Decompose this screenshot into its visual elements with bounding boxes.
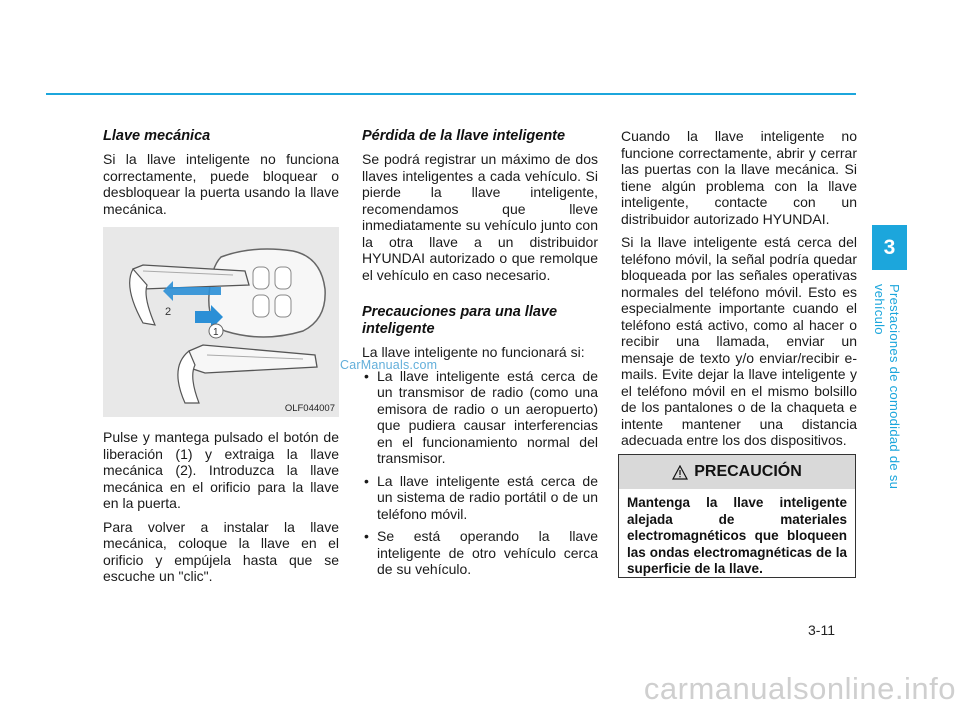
key-figure (103, 227, 339, 417)
bullet: • (364, 472, 369, 489)
figure-label-2: 2 (165, 306, 172, 318)
paragraph-reinstall-key: Para volver a instalar la llave mecánica, coloque la llave en el orificio y empújela hasta que se escuche un "clic". (103, 518, 339, 584)
caution-title: PRECAUCIÓN (694, 463, 802, 480)
precautions-list (362, 368, 598, 578)
smart-key-illustration (103, 227, 339, 417)
column-2 (362, 128, 598, 584)
fob-button-3 (253, 295, 269, 317)
paragraph-perdida-llave: Se podrá registrar un máximo de dos llaves inteligentes a cada vehículo. Si pierde la llave inteligente, recomendamos que lleve inmediatamente su vehículo junto con la otra llave a un distribuidor HYUNDAI autorizado o que remolque el vehículo en caso necesario. (362, 151, 598, 283)
figure-label-1: 1 (213, 327, 219, 338)
list-item: • La llave inteligente está cerca de un transmisor de radio (como una emisora de radio o un aeropuerto) que pudiera causar interferencias en el funcionamiento normal del transmisor. (364, 367, 598, 466)
bullet: • (364, 528, 369, 544)
site-watermark: carmanualsonline.info (643, 671, 956, 706)
paragraph-mechanical-use: Cuando la llave inteligente no funcione correctamente, abrir y cerrar las puertas con la llave mecánica. Si tiene algún problema con la llave inteligente, contacte con un distribuidor autorizado HYUNDAI. (621, 128, 857, 227)
heading-perdida-llave: Pérdida de la llave inteligente (362, 128, 566, 144)
paragraph-llave-mecanica-intro: Si la llave inteligente no funciona correctamente, puede bloquear o desbloquear la puerta usando la llave mecánica. (103, 151, 339, 217)
list-item: • La llave inteligente está cerca de un sistema de radio portátil o de un teléfono móvil. (364, 472, 598, 522)
page-number: 3-11 (808, 622, 835, 638)
bullet: • (364, 367, 369, 384)
paragraph-release-key: Pulse y mantega pulsado el botón de liberación (1) y extraiga la llave mecánica (2). Introduzca la llave mecánica en el orificio para la llave en la puerta. (103, 429, 339, 511)
paragraph-precauciones-intro: La llave inteligente no funcionará si: (362, 344, 585, 360)
column-1 (103, 128, 339, 592)
caution-header (619, 455, 855, 489)
heading-precauciones: Precauciones para una llave inteligente (362, 304, 558, 337)
column-3 (621, 128, 857, 456)
watermark: CarManuals.com (340, 358, 438, 372)
caution-text: Mantenga la llave inteligente alejada de materiales electromagnéticos que bloqueen las ondas electromagnéticas de la superficie de la llave. (627, 495, 847, 576)
key-fob-body (209, 249, 325, 337)
caution-box (618, 454, 856, 578)
chapter-title-vertical: Prestaciones de comodidad de su vehículo (872, 284, 902, 490)
chapter-number-tab: 3 (872, 225, 907, 270)
top-rule (46, 93, 856, 95)
warning-triangle-icon (672, 465, 688, 480)
fob-button-4 (275, 295, 291, 317)
figure-code: OLF044007 (284, 403, 335, 414)
paragraph-phone-interference: Si la llave inteligente está cerca del teléfono móvil, la señal podría quedar bloqueada por las señales operativas normales del teléfono móvil. Esto es especialmente importante cuando el teléfono está activo, como al hacer o recibir una llamada, enviar un mensaje de texto y/o enviar/recibir e-mails. Evite dejar la llave inteligente y el teléfono móvil en el mismo bolsillo de los pantalones o de la chaqueta e intente mantener una distancia adecuada entre los dos dispositivos. (621, 234, 857, 448)
heading-llave-mecanica: Llave mecánica (103, 128, 211, 144)
fob-button-1 (253, 267, 269, 289)
list-item: • Se está operando la llave inteligente de otro vehículo cerca de su vehículo. (364, 528, 598, 577)
fob-button-2 (275, 267, 291, 289)
